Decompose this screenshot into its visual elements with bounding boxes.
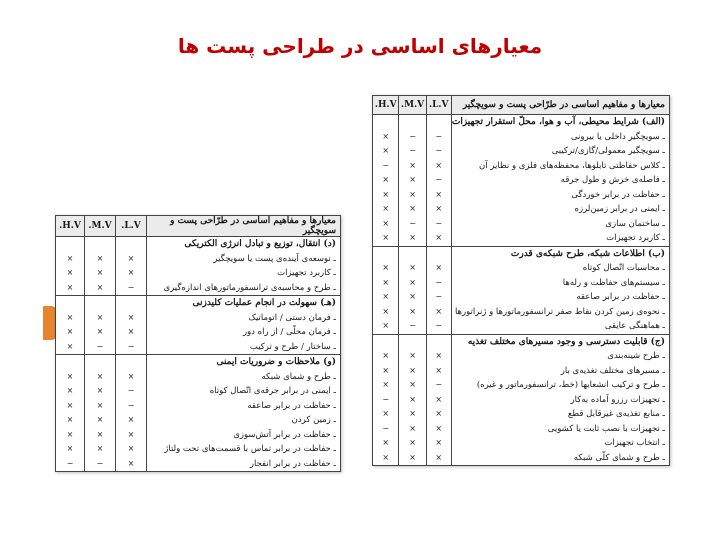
- mv-mark: −: [96, 341, 104, 351]
- heading-spacer: [399, 115, 425, 130]
- heading-spacer: [116, 355, 146, 370]
- mv-mark: ×: [96, 444, 104, 453]
- criterion-label: ـ نحوه‌ی زمین کردن نقاط صفر ترانسفورماتورها و ژنراتورها: [454, 306, 665, 317]
- criterion-label: ـ طرح و شمای کلّی شبکه: [573, 452, 665, 463]
- hv-mark: −: [382, 423, 390, 433]
- topic-header: معیارها و مفاهیم اساسی در طرّاحی پست و سویچگیر: [451, 96, 669, 115]
- hv-mark: ×: [382, 131, 390, 141]
- table-section: [373, 115, 670, 247]
- section-items-cell: [147, 296, 341, 355]
- lv-mark: −: [435, 277, 443, 287]
- hv-mark: ×: [66, 253, 74, 263]
- criterion-label: ـ حفاظت در برابر تماس با قسمت‌های تحت ولتاژ: [164, 444, 336, 454]
- lv-marks-cell: [116, 296, 147, 355]
- hv-mark: ×: [66, 371, 74, 381]
- lv-mark: ×: [435, 365, 443, 375]
- criterion-label: ـ طرح و شمای شبکه: [261, 371, 336, 382]
- mv-mark: ×: [96, 312, 104, 322]
- hv-mark: ×: [66, 268, 74, 277]
- hv-mark: ×: [66, 444, 74, 453]
- lv-mark: −: [435, 292, 443, 301]
- mv-marks-cell: [399, 115, 426, 247]
- mv-mark: ×: [409, 160, 416, 170]
- lv-marks-cell: [116, 237, 147, 296]
- hv-mark: ×: [66, 312, 74, 322]
- hv-mark: ×: [66, 415, 74, 424]
- criterion-label: ـ مسیرهای مختلف تغذیه‌ی بار: [560, 365, 665, 376]
- section-heading: (هـ) سهولت در انجام عملیات کلیدزنی: [192, 298, 336, 308]
- criterion-label: ـ حفاظت در برابر انفجار: [249, 458, 336, 469]
- criterion-label: ـ سیستم‌های حفاظت و رله‌ها: [562, 277, 665, 288]
- lv-marks-cell: [426, 115, 451, 247]
- lv-mark: ×: [127, 444, 135, 453]
- heading-spacer: [399, 335, 425, 350]
- criterion-label: ـ حفاظت در برابر آتش‌سوزی: [233, 429, 336, 440]
- lv-mark: −: [127, 386, 135, 395]
- mv-mark: ×: [96, 371, 104, 381]
- hv-mark: ×: [66, 341, 74, 351]
- lv-mark: −: [435, 321, 443, 330]
- criterion-label: ـ ساختار / طرح و ترکیب: [249, 341, 336, 352]
- mv-mark: ×: [96, 386, 104, 395]
- lv-mark: ×: [435, 160, 443, 170]
- hv-mark: ×: [382, 452, 390, 462]
- hv-mark: ×: [382, 233, 390, 242]
- lv-mark: ×: [127, 429, 135, 439]
- hv-marks-cell: [373, 115, 399, 247]
- mv-mark: ×: [409, 351, 416, 360]
- heading-spacer: [116, 237, 146, 252]
- hv-mark: ×: [382, 218, 390, 228]
- lv-header: L.V.: [116, 216, 147, 237]
- lv-mark: ×: [435, 452, 443, 462]
- hv-header: H.V.: [373, 96, 399, 115]
- table-section: [56, 296, 341, 355]
- mv-mark: −: [409, 321, 416, 330]
- hv-mark: ×: [66, 429, 74, 439]
- table-section: [373, 246, 670, 334]
- mv-mark: −: [409, 218, 416, 228]
- criterion-label: ـ توسعه‌ی آینده‌ی پست یا سویچگیر: [213, 253, 336, 264]
- heading-spacer: [56, 355, 84, 370]
- section-items-cell: [147, 237, 341, 296]
- hv-mark: ×: [382, 380, 390, 389]
- mv-mark: ×: [409, 233, 416, 242]
- section-heading: (ج) قابلیت دسترسی و وجود مسیرهای مختلف تغذیه: [467, 336, 665, 347]
- criterion-label: ـ منابع تغذیه‌ی غیرقابل قطع: [567, 409, 665, 419]
- mv-header: M.V.: [85, 216, 116, 237]
- mv-mark: ×: [409, 277, 416, 287]
- hv-marks-cell: [56, 237, 85, 296]
- hv-mark: ×: [382, 263, 390, 272]
- mv-mark: ×: [96, 327, 104, 336]
- hv-mark: ×: [382, 321, 390, 330]
- heading-spacer: [85, 237, 115, 252]
- mv-mark: ×: [409, 409, 416, 418]
- lv-mark: ×: [435, 438, 443, 447]
- table-body: [373, 115, 670, 466]
- heading-spacer: [56, 237, 84, 252]
- table-section: [373, 334, 670, 466]
- table-header-row: [373, 96, 670, 115]
- criterion-label: ـ طرح و محاسبه‌ی ترانسفورماتورهای اندازه‌گیری: [163, 282, 336, 293]
- table-section: [56, 355, 341, 472]
- mv-mark: −: [409, 146, 416, 155]
- lv-mark: −: [435, 218, 443, 228]
- criterion-label: ـ تجهیزات رزرو آماده به‌کار: [570, 394, 665, 405]
- criterion-label: ـ حفاظت در برابر صاعقه: [576, 292, 665, 302]
- hv-mark: ×: [382, 292, 390, 301]
- hv-mark: ×: [382, 146, 390, 155]
- heading-spacer: [373, 115, 398, 130]
- lv-mark: ×: [127, 371, 135, 381]
- criteria-table-left: [55, 215, 341, 472]
- criterion-label: ـ کاربرد تجهیزات: [277, 268, 336, 278]
- lv-header: L.V.: [426, 96, 451, 115]
- heading-spacer: [56, 296, 84, 311]
- lv-mark: ×: [435, 204, 443, 213]
- hv-mark: ×: [382, 306, 390, 316]
- lv-mark: −: [127, 282, 135, 292]
- lv-mark: ×: [127, 312, 135, 322]
- hv-mark: −: [66, 458, 74, 468]
- criterion-label: ـ محاسبات اتّصال کوتاه: [582, 263, 665, 273]
- hv-marks-cell: [56, 355, 85, 472]
- mv-mark: ×: [409, 306, 416, 316]
- hv-header: H.V.: [56, 216, 85, 237]
- mv-mark: ×: [409, 452, 416, 462]
- mv-mark: ×: [409, 204, 416, 213]
- heading-spacer: [427, 247, 451, 262]
- section-heading: (د) انتقال، توزیع و تبادل انرژی الکتریکی: [184, 239, 336, 249]
- criterion-label: ـ کلاس حفاظتی تابلوها، محفظه‌های فلزی و نظایر آن: [478, 160, 665, 171]
- hv-marks-cell: [56, 296, 85, 355]
- section-items-cell: [451, 334, 669, 466]
- mv-mark: −: [96, 458, 104, 468]
- heading-spacer: [373, 247, 398, 262]
- heading-spacer: [85, 355, 115, 370]
- criterion-label: ـ هماهنگی عایقی: [604, 321, 665, 331]
- hv-mark: ×: [66, 282, 74, 292]
- lv-mark: ×: [435, 233, 443, 242]
- criterion-label: ـ طرح و ترکیب انشعابها (خط، ترانسفورماتور و غیره): [476, 380, 665, 390]
- lv-mark: −: [435, 131, 443, 141]
- criterion-label: ـ کاربرد تجهیزات: [606, 233, 665, 243]
- hv-marks-cell: [373, 334, 399, 466]
- mv-mark: ×: [409, 438, 416, 447]
- heading-spacer: [399, 247, 425, 262]
- hv-mark: ×: [382, 189, 390, 199]
- heading-spacer: [427, 335, 451, 350]
- lv-mark: −: [127, 341, 135, 351]
- section-items-cell: [451, 115, 669, 247]
- hv-mark: ×: [382, 409, 390, 418]
- lv-mark: ×: [435, 306, 443, 316]
- mv-marks-cell: [85, 355, 116, 472]
- hv-mark: ×: [382, 175, 390, 184]
- criterion-label: ـ فرمان محلّی / از راه دور: [242, 327, 336, 337]
- lv-mark: ×: [127, 253, 135, 263]
- hv-marks-cell: [373, 246, 399, 334]
- hv-mark: −: [382, 160, 390, 170]
- lv-mark: ×: [435, 263, 443, 272]
- mv-marks-cell: [399, 246, 426, 334]
- hv-mark: ×: [66, 327, 74, 336]
- mv-mark: ×: [409, 189, 416, 199]
- section-items-cell: [451, 246, 669, 334]
- lv-mark: −: [435, 380, 443, 389]
- page-title: معیارهای اساسی در طراحی پست ها: [177, 34, 543, 58]
- mv-mark: ×: [96, 415, 104, 424]
- criterion-label: ـ زمین کردن: [291, 415, 336, 425]
- section-heading: (الف) شرایط محیطی، آب و هوا، محلّ استقرار تجهیزات: [451, 117, 665, 127]
- mv-marks-cell: [399, 334, 426, 466]
- mv-mark: ×: [409, 423, 416, 433]
- criterion-label: ـ حفاظت در برابر صاعقه: [247, 400, 336, 411]
- lv-mark: −: [435, 146, 443, 155]
- criterion-label: ـ فرمان دستی / اتوماتیک: [248, 312, 336, 323]
- mv-mark: −: [409, 131, 416, 141]
- criterion-label: ـ سویچگیر معمولی/گازی/ترکیبی: [551, 146, 665, 156]
- criterion-label: ـ فاصله‌ی خزش و طول جرقه: [560, 175, 665, 185]
- criterion-label: ـ طرح شینه‌بندی: [607, 351, 665, 361]
- criterion-label: ـ ایمنی در برابر زمین‌لرزه: [574, 204, 665, 214]
- heading-spacer: [116, 296, 146, 311]
- mv-mark: ×: [409, 175, 416, 184]
- section-heading: (و) ملاحظات و ضروریات ایمنی: [216, 357, 336, 367]
- criterion-label: ـ سویچگیر داخلی یا بیرونی: [570, 131, 665, 142]
- mv-mark: ×: [409, 292, 416, 301]
- mv-marks-cell: [85, 296, 116, 355]
- criteria-table-right: [372, 95, 670, 466]
- criterion-label: ـ ساختمان سازی: [605, 218, 665, 229]
- heading-spacer: [373, 335, 398, 350]
- heading-spacer: [427, 115, 451, 130]
- hv-mark: ×: [66, 386, 74, 395]
- lv-mark: ×: [435, 423, 443, 433]
- mv-mark: ×: [409, 394, 416, 404]
- hv-mark: ×: [382, 204, 390, 213]
- lv-mark: ×: [127, 268, 135, 277]
- lv-mark: −: [435, 175, 443, 184]
- mv-mark: ×: [409, 380, 416, 389]
- lv-mark: ×: [435, 189, 443, 199]
- heading-spacer: [85, 296, 115, 311]
- table-header-row: [56, 216, 341, 237]
- mv-mark: ×: [96, 253, 104, 263]
- lv-mark: ×: [435, 394, 443, 404]
- hv-mark: −: [382, 394, 390, 404]
- criterion-label: ـ ایمنی در برابر جرقه‌ی اتّصال کوتاه: [209, 386, 336, 396]
- hv-mark: ×: [66, 400, 74, 410]
- mv-marks-cell: [85, 237, 116, 296]
- criterion-label: ـ حفاظت در برابر خوردگی: [571, 189, 665, 200]
- section-heading: (ب) اطلاعات شبکه، طرح شبکه‌ی قدرت: [510, 248, 665, 259]
- lv-marks-cell: [426, 334, 451, 466]
- criterion-label: ـ تجهیزات با نصب ثابت یا کشویی: [547, 423, 665, 434]
- hv-mark: ×: [382, 351, 390, 360]
- section-items-cell: [147, 355, 341, 472]
- mv-header: M.V.: [399, 96, 426, 115]
- mv-mark: ×: [409, 263, 416, 272]
- table-section: [56, 237, 341, 296]
- lv-marks-cell: [116, 355, 147, 472]
- mv-mark: ×: [96, 282, 104, 292]
- lv-mark: ×: [435, 409, 443, 418]
- lv-mark: ×: [435, 351, 443, 360]
- lv-mark: −: [127, 400, 135, 410]
- lv-mark: ×: [127, 415, 135, 424]
- hv-mark: ×: [382, 438, 390, 447]
- lv-mark: ×: [127, 327, 135, 336]
- lv-mark: ×: [127, 458, 135, 468]
- mv-mark: ×: [96, 429, 104, 439]
- mv-mark: ×: [409, 365, 416, 375]
- table-body: [56, 237, 341, 472]
- hv-mark: ×: [382, 365, 390, 375]
- lv-marks-cell: [426, 246, 451, 334]
- criterion-label: ـ انتخاب تجهیزات: [604, 438, 665, 448]
- hv-mark: ×: [382, 277, 390, 287]
- topic-header: معیارها و مفاهیم اساسی در طرّاحی پست و سویچگیر: [147, 216, 341, 237]
- mv-mark: ×: [96, 268, 104, 277]
- mv-mark: ×: [96, 400, 104, 410]
